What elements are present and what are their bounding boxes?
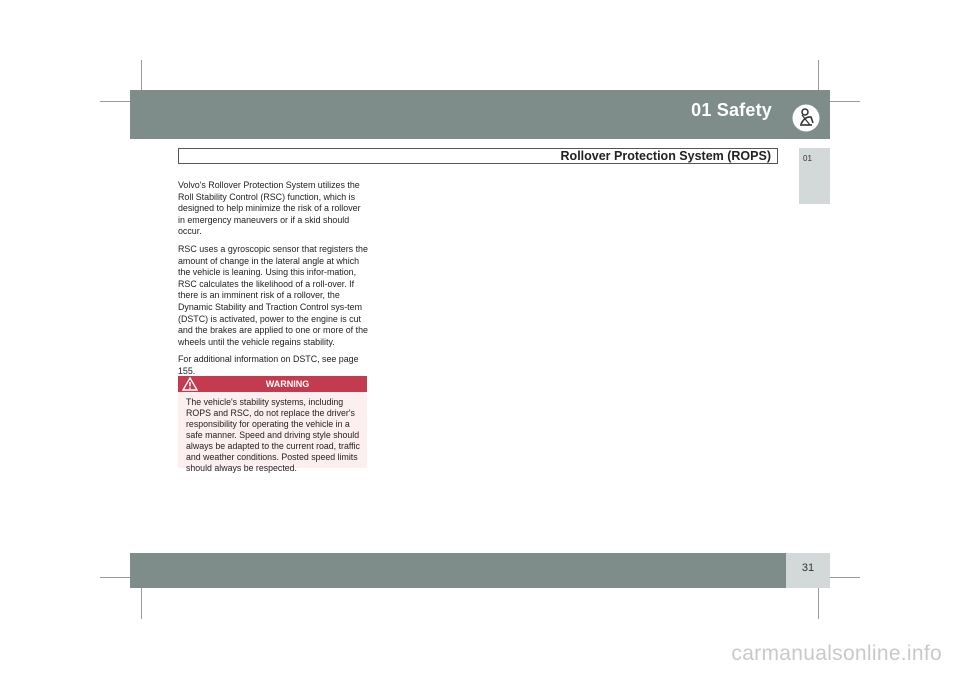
warning-header: [178, 376, 367, 392]
chapter-title: 01 Safety: [691, 100, 772, 120]
warning-box: [178, 376, 367, 473]
chapter-tab-label: 01: [803, 154, 812, 163]
warning-label: WARNING: [265, 379, 310, 389]
page-number-tab: [786, 553, 830, 588]
body-paragraph: For additional information on DSTC, see page 155.: [178, 354, 359, 376]
chapter-tab: [799, 148, 830, 204]
body-text: [178, 180, 368, 384]
body-paragraph: RSC uses a gyroscopic sensor that registers the amount of change in the lateral angle at which the vehicle is leaning. Using this infor-mation, RSC calculates the likelihood of a roll-over. If there is an imminent risk of a rollover, the Dynamic Stability and Traction Control sys-tem (DSTC) is activated, power to the engine is cut and the brakes are applied to one or more of the wheels until the vehicle regains stability.: [178, 243, 368, 347]
body-paragraph: Volvo's Rollover Protection System utilizes the Roll Stability Control (RSC) function, which is designed to help minimize the risk of a rollover in emergency maneuvers or if a skid should occur.: [178, 180, 361, 237]
section-title-bar: [178, 148, 778, 164]
section-title: Rollover Protection System (ROPS): [560, 149, 771, 163]
seatbelt-airbag-safety-icon: [791, 103, 821, 133]
header-band: [130, 90, 786, 139]
footer-band: [130, 553, 786, 588]
watermark: carmanualsonline.info: [731, 642, 942, 665]
page-number: 31: [801, 562, 815, 574]
warning-text: The vehicle's stability systems, including ROPS and RSC, do not replace the driver's responsibility for operating the vehicle in a safe manner. Speed and driving style should always be adapted to the current road, traffic and weather conditions. Posted speed limits should always be respected.: [186, 397, 360, 473]
